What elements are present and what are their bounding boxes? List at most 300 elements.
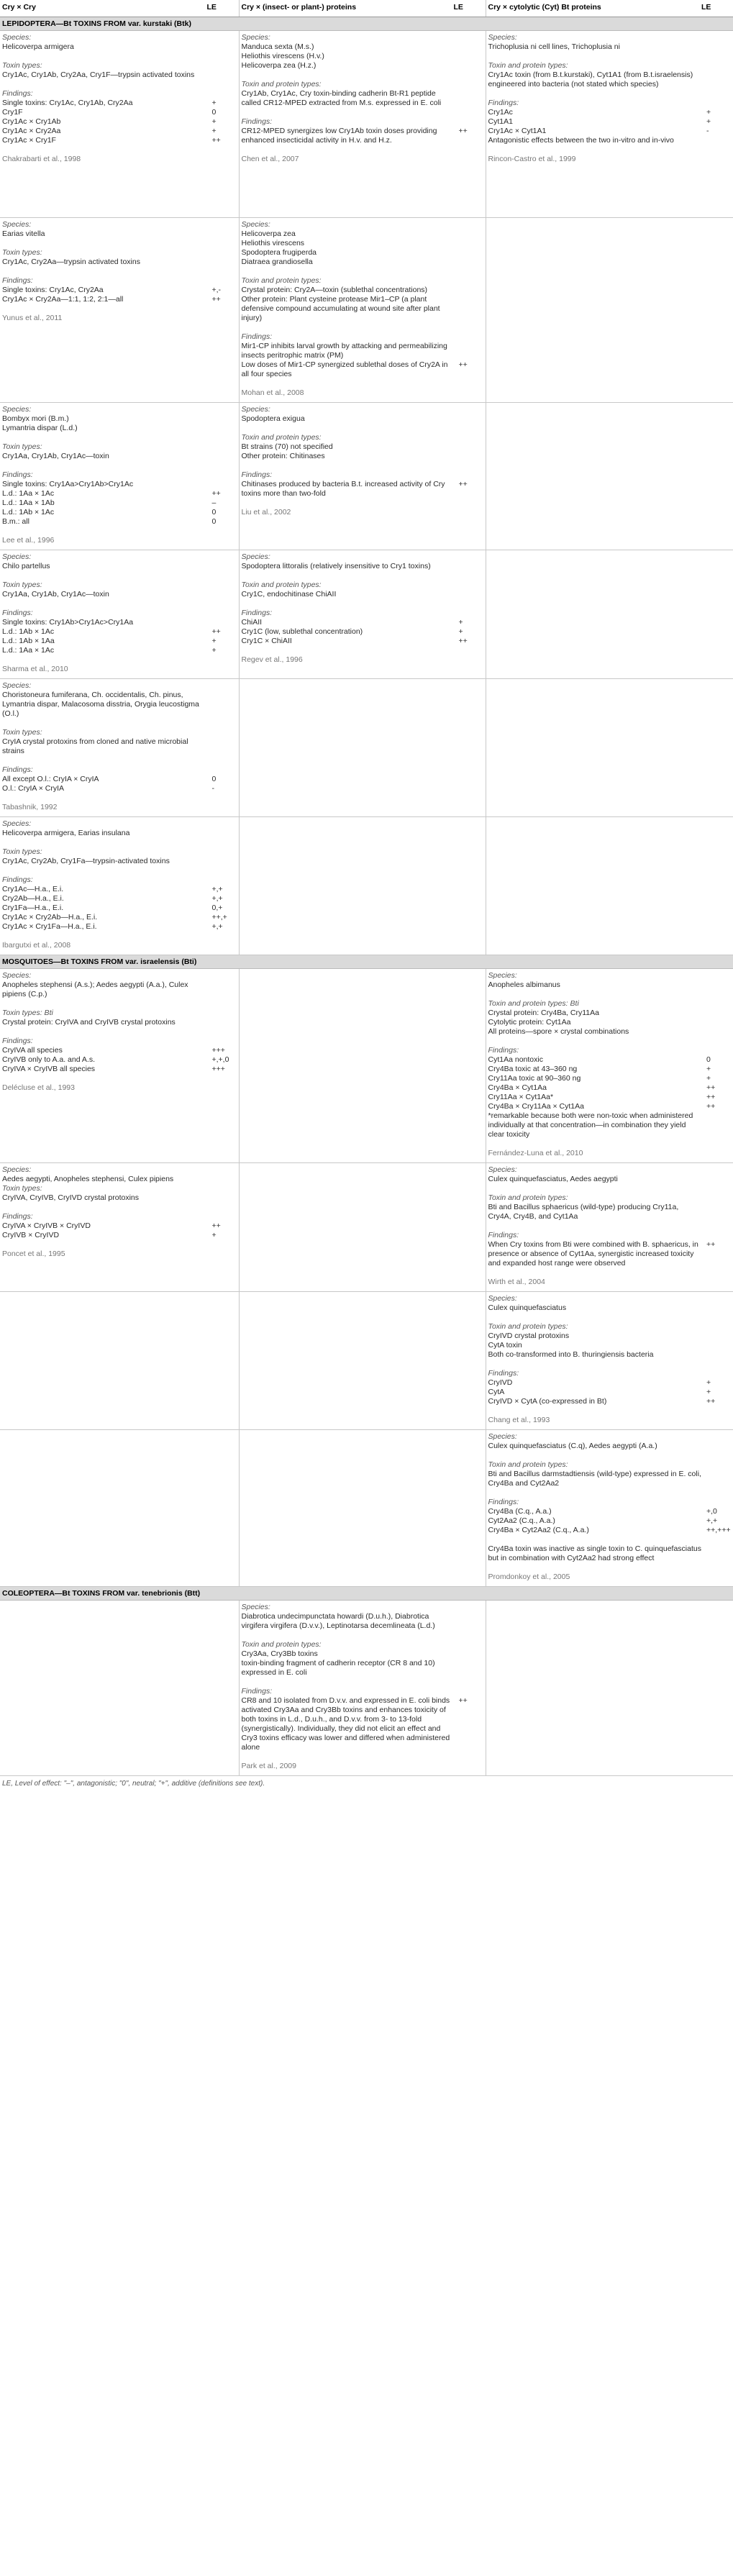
level-of-effect: +: [211, 117, 217, 126]
table-cell: [486, 218, 733, 403]
level-of-effect: +,+: [211, 922, 223, 931]
section-title: MOSQUITOES—Bt TOXINS FROM var. israelensis (Bti): [0, 955, 733, 969]
field-label: Toxin and protein types:: [241, 433, 322, 442]
level-of-effect: ++: [706, 1083, 716, 1092]
cell-text: Helicoverpa zea: [241, 229, 296, 238]
cell-text: B.m.: all: [2, 517, 29, 526]
level-of-effect: +: [706, 1074, 711, 1083]
table-cell: [486, 679, 733, 817]
level-of-effect: +: [706, 1378, 711, 1387]
cell-text: Bti and Bacillus sphaericus (wild-type) producing Cry11a, Cry4A, Cry4B, and Cyt1Aa: [488, 1203, 679, 1221]
cell-text: All proteins—spore × crystal combinations: [488, 1027, 629, 1036]
spacer: [242, 571, 454, 581]
level-of-effect: ++: [458, 360, 468, 369]
cell-text: Cry1Aa, Cry1Ab, Cry1Ac—toxin: [2, 452, 109, 460]
spacer: [242, 599, 454, 609]
table-cell: [239, 1601, 486, 1776]
spacer: [488, 1184, 702, 1193]
level-of-effect: ++: [211, 489, 221, 498]
reference: Park et al., 2009: [241, 1762, 296, 1770]
level-of-effect: +: [706, 108, 711, 117]
cell-text: Both co-transformed into B. thuringiensis bacteria: [488, 1350, 654, 1359]
level-of-effect: +,+,0: [211, 1055, 229, 1064]
spacer: [488, 1313, 702, 1322]
field-label: Findings:: [488, 1046, 519, 1055]
spacer: [242, 1752, 454, 1762]
section-title: COLEOPTERA—Bt TOXINS FROM var. tenebrionis (Btt): [0, 1587, 733, 1601]
cell-text: Cry11Aa × Cyt1Aa*: [488, 1093, 554, 1101]
field-label: Species:: [241, 405, 270, 414]
cell-text: Cry4Ba × Cry11Aa × Cyt1Aa: [488, 1102, 584, 1111]
reference: Poncet et al., 1995: [2, 1250, 65, 1258]
cell-text: Cry4Ba × Cyt2Aa2 (C.q., A.a.): [488, 1526, 589, 1534]
table-cell: [239, 679, 486, 817]
table-cell: [239, 218, 486, 403]
field-label: Species:: [2, 971, 32, 980]
cell-text: CryIVB × CryIVD: [2, 1231, 60, 1239]
cell-text: Culex quinquefasciatus: [488, 1303, 567, 1312]
spacer: [242, 1631, 454, 1640]
level-of-effect: ++: [706, 1397, 716, 1406]
cell-text: Cry1Ac × Cry2Ab—H.a., E.i.: [2, 913, 98, 921]
field-label: Toxin and protein types:: [241, 276, 322, 285]
cell-text: Helicoverpa zea (H.z.): [241, 61, 317, 70]
spacer: [2, 239, 207, 248]
cell-text: toxin-binding fragment of cadherin receptor (CR 8 and 10) expressed in E. coli: [241, 1659, 435, 1677]
cell-text: CryIVB only to A.a. and A.s.: [2, 1055, 95, 1064]
cell-text: Anopheles stephensi (A.s.); Aedes aegypti (A.a.), Culex pipiens (C.p.): [2, 980, 188, 998]
level-of-effect: +++: [211, 1046, 225, 1055]
spacer: [2, 80, 207, 89]
reference: Wirth et al., 2004: [488, 1278, 545, 1286]
cell-text: CR12-MPED synergizes low Cry1Ab toxin doses providing enhanced insecticidal activity in H.v. and H.z.: [241, 127, 437, 145]
field-label: Species:: [488, 33, 517, 42]
spacer: [488, 1221, 702, 1231]
field-label: Findings:: [2, 1037, 33, 1045]
table-cell: [239, 969, 486, 1163]
spacer: [242, 108, 454, 117]
cell-text: Cyt2Aa2 (C.q., A.a.): [488, 1516, 555, 1525]
cell-text: Cry1Ac × Cry1F: [2, 136, 56, 145]
cell-text: Cry4Ba toxic at 43–360 ng: [488, 1065, 578, 1073]
level-of-effect: -: [211, 784, 214, 793]
spacer: [2, 461, 207, 470]
cell-text: Other protein: Chitinases: [241, 452, 325, 460]
spacer: [488, 145, 702, 155]
cell-text: Spodoptera exigua: [241, 414, 305, 423]
cell-text: Earias vitella: [2, 229, 45, 238]
field-label: Findings:: [488, 1369, 519, 1378]
cell-text: Low doses of Mir1-CP synergized sublethal doses of Cry2A in all four species: [241, 360, 448, 378]
cell-text: Cytolytic protein: Cyt1Aa: [488, 1018, 571, 1027]
spacer: [242, 379, 454, 388]
spacer: [488, 1139, 702, 1149]
cell-text: Cry4Ba × Cyt1Aa: [488, 1083, 547, 1092]
header-row: [0, 0, 733, 17]
table-legend: LE, Level of effect: "–", antagonistic; "0", neutral; "+", additive (definitions see text).: [2, 1780, 265, 1788]
cell-text: L.d.: 1Ab × 1Ac: [2, 627, 55, 636]
spacer: [488, 1406, 702, 1416]
section-header: [0, 955, 733, 969]
cell-text: Cry1Ac—H.a., E.i.: [2, 885, 64, 893]
table-cell: [0, 969, 239, 1163]
field-label: Toxin and protein types:: [241, 80, 322, 88]
level-of-effect: +,-: [211, 286, 222, 294]
field-label: Toxin types:: [2, 847, 42, 856]
cell-text: Heliothis virescens: [241, 239, 305, 247]
field-label: Species:: [241, 552, 270, 561]
field-label: Findings:: [2, 89, 33, 98]
reference: Regev et al., 1996: [241, 655, 303, 664]
cell-text: Bombyx mori (B.m.): [2, 414, 69, 423]
field-label: Species:: [2, 819, 32, 828]
cell-text: Mir1-CP inhibits larval growth by attacking and permeabilizing insects peritrophic matrix (PM): [241, 342, 447, 360]
spacer: [2, 571, 207, 581]
reference: Ibargutxi et al., 2008: [2, 941, 71, 950]
table-cell: [239, 1430, 486, 1587]
spacer: [2, 304, 207, 314]
field-label: Toxin types:: [2, 248, 42, 257]
spacer: [488, 1360, 702, 1369]
field-label: Toxin and protein types:: [241, 1640, 322, 1649]
level-of-effect: +: [706, 1388, 711, 1396]
spacer: [2, 999, 207, 1009]
field-label: Findings:: [2, 276, 33, 285]
header-col3: Cry × cytolytic (Cyt) Bt proteins LE: [486, 0, 733, 17]
spacer: [488, 990, 702, 999]
cell-text: CryIVD: [488, 1378, 513, 1387]
field-label: Findings:: [241, 470, 273, 479]
table-row: [0, 550, 733, 679]
cell-text: Cry1Fa—H.a., E.i.: [2, 904, 64, 912]
table-row: [0, 31, 733, 218]
cell-text: ChiAII: [241, 618, 263, 627]
cell-text: Cry1Ac toxin (from B.t.kurstaki), Cyt1A1 (from B.t.israelensis) engineered into bacteria (not stated which species): [488, 70, 693, 88]
table-cell: [239, 817, 486, 955]
reference: Rincon-Castro et al., 1999: [488, 155, 576, 163]
cell-text: CytA: [488, 1388, 505, 1396]
spacer: [2, 655, 207, 665]
cell-text: Cry1Ac, Cry2Ab, Cry1Fa—trypsin-activated toxins: [2, 857, 170, 865]
table-row: [0, 679, 733, 817]
cell-text: Heliothis virescens (H.v.): [241, 52, 324, 60]
spacer: [2, 793, 207, 803]
level-of-effect: ++,+: [211, 913, 227, 921]
cell-text: Cry1Ac × Cry2Aa—1:1, 1:2, 2:1—all: [2, 295, 124, 304]
level-of-effect: 0,+: [211, 904, 223, 912]
reference: Tabashnik, 1992: [2, 803, 58, 811]
cell-text: Anopheles albimanus: [488, 980, 560, 989]
field-label: Findings:: [488, 1498, 519, 1506]
level-of-effect: ++: [458, 1696, 468, 1705]
cell-text: Helicoverpa armigera: [2, 42, 74, 51]
level-of-effect: +,+: [211, 885, 223, 893]
field-label: Findings:: [241, 332, 273, 341]
spacer: [2, 838, 207, 847]
cell-text: L.d.: 1Ab × 1Ac: [2, 508, 55, 516]
cell-text: Antagonistic effects between the two in-vitro and in-vivo: [488, 136, 674, 145]
spacer: [2, 599, 207, 609]
table-cell: [239, 1292, 486, 1430]
cell-text: Cry1Ac × Cry1Ab: [2, 117, 61, 126]
reference: Mohan et al., 2008: [241, 388, 304, 397]
cell-text: All except O.l.: CryIA × CryIA: [2, 775, 99, 783]
cell-text: Diatraea grandiosella: [241, 258, 313, 266]
reference: Promdonkoy et al., 2005: [488, 1573, 570, 1581]
cell-text: Cyt1Aa nontoxic: [488, 1055, 543, 1064]
field-label: Toxin and protein types:: [488, 1460, 568, 1469]
table-cell: [0, 679, 239, 817]
table-cell: [486, 1601, 733, 1776]
field-label: Species:: [2, 552, 32, 561]
cell-text: Cry1C (low, sublethal concentration): [241, 627, 363, 636]
spacer: [488, 89, 702, 99]
cell-text: Cry1Ac × Cyt1A1: [488, 127, 547, 135]
cell-text: Cry1Aa, Cry1Ab, Cry1Ac—toxin: [2, 590, 109, 599]
spacer: [2, 52, 207, 61]
table-row: [0, 1163, 733, 1292]
table-cell: [0, 218, 239, 403]
reference: Delécluse et al., 1993: [2, 1083, 75, 1092]
cell-text: Other protein: Plant cysteine protease Mir1–CP (a plant defensive compound accumulating at wound site after plant injury): [241, 295, 440, 322]
cell-text: Crystal protein: Cry4Ba, Cry11Aa: [488, 1009, 599, 1017]
level-of-effect: ++: [458, 480, 468, 488]
header-col1: Cry × Cry LE: [0, 0, 239, 17]
field-label: Species:: [2, 220, 32, 229]
level-of-effect: 0: [211, 508, 217, 516]
reference: Chakrabarti et al., 1998: [2, 155, 81, 163]
level-of-effect: +: [706, 1065, 711, 1073]
field-label: Species:: [488, 1432, 517, 1441]
cell-text: O.l.: CryIA × CryIA: [2, 784, 65, 793]
field-label: Species:: [241, 33, 270, 42]
reference: Lee et al., 1996: [2, 536, 55, 545]
spacer: [2, 1203, 207, 1212]
field-label: Toxin and protein types:: [488, 61, 568, 70]
spacer: [2, 1074, 207, 1083]
field-label: Toxin and protein types:: [488, 1322, 568, 1331]
spacer: [2, 1240, 207, 1250]
spacer: [2, 527, 207, 536]
level-of-effect: +: [211, 637, 217, 645]
field-label: Toxin types:: [2, 581, 42, 589]
cell-text: CryIVD × CytA (co-expressed in Bt): [488, 1397, 607, 1406]
level-of-effect: 0: [211, 517, 217, 526]
cell-text: Cry1Ac, Cry2Aa—trypsin activated toxins: [2, 258, 140, 266]
field-label: Toxin types:: [2, 1184, 42, 1193]
spacer: [488, 1451, 702, 1460]
level-of-effect: +: [211, 99, 217, 107]
spacer: [488, 1535, 702, 1544]
header-col2: Cry × (insect- or plant-) proteins LE: [239, 0, 486, 17]
level-of-effect: +++: [211, 1065, 225, 1073]
cell-text: Helicoverpa armigera, Earias insulana: [2, 829, 130, 837]
level-of-effect: ++: [706, 1093, 716, 1101]
cell-text: Single toxins: Cry1Aa>Cry1Ab>Cry1Ac: [2, 480, 134, 488]
table-cell: [486, 817, 733, 955]
spacer: [2, 756, 207, 765]
level-of-effect: +: [211, 127, 217, 135]
table-row: [0, 817, 733, 955]
cell-text: Single toxins: Cry1Ac, Cry2Aa: [2, 286, 104, 294]
spacer: [488, 52, 702, 61]
spacer: [242, 267, 454, 276]
spacer: [2, 866, 207, 875]
table-cell: [486, 550, 733, 679]
cell-text: Manduca sexta (M.s.): [241, 42, 314, 51]
spacer: [242, 145, 454, 155]
spacer: [488, 1037, 702, 1046]
table-cell: [239, 31, 486, 218]
table-cell: [486, 1430, 733, 1587]
section-title: LEPIDOPTERA—Bt TOXINS FROM var. kurstaki (Btk): [0, 17, 733, 31]
table-cell: [486, 969, 733, 1163]
cell-text: CryIA crystal protoxins from cloned and native microbial strains: [2, 737, 188, 755]
reference: Liu et al., 2002: [241, 508, 291, 516]
cell-text: Cry2Ab—H.a., E.i.: [2, 894, 64, 903]
level-of-effect: +: [211, 646, 217, 655]
cell-text: L.d.: 1Aa × 1Ac: [2, 646, 55, 655]
level-of-effect: +: [706, 117, 711, 126]
field-label: Species:: [488, 971, 517, 980]
table-row: [0, 403, 733, 550]
cell-text: Spodoptera frugiperda: [241, 248, 317, 257]
spacer: [488, 1268, 702, 1278]
field-label: Toxin types:: [2, 61, 42, 70]
reference: Yunus et al., 2011: [2, 314, 63, 322]
field-label: Toxin types:: [2, 442, 42, 451]
level-of-effect: 0: [211, 108, 217, 117]
spacer: [242, 424, 454, 433]
field-label: Species:: [488, 1294, 517, 1303]
field-label: Findings:: [488, 1231, 519, 1239]
cell-text: Trichoplusia ni cell lines, Trichoplusia ni: [488, 42, 620, 51]
spacer: [2, 932, 207, 941]
spacer: [242, 499, 454, 508]
reference: Fernández-Luna et al., 2010: [488, 1149, 583, 1157]
cell-text: Cry11Aa toxic at 90–360 ng: [488, 1074, 581, 1083]
table-cell: [486, 1292, 733, 1430]
table-cell: [239, 1163, 486, 1292]
table-cell: [0, 403, 239, 550]
field-label: Toxin types: Bti: [2, 1009, 53, 1017]
cell-text: Chitinases produced by bacteria B.t. increased activity of Cry toxins more than two-fold: [241, 480, 445, 498]
level-of-effect: +: [458, 618, 463, 627]
field-label: Findings:: [2, 609, 33, 617]
spacer: [2, 145, 207, 155]
table-cell: [0, 1601, 239, 1776]
level-of-effect: 0: [706, 1055, 711, 1064]
section-header: [0, 1587, 733, 1601]
field-label: Toxin and protein types:: [488, 1193, 568, 1202]
cell-text: Culex quinquefasciatus (C.q), Aedes aegypti (A.a.): [488, 1442, 657, 1450]
cell-text: When Cry toxins from Bti were combined with B. sphaericus, in presence or absence of Cyt1Aa, synergistic increased toxicity and expanded host range were observed: [488, 1240, 698, 1267]
field-label: Species:: [2, 405, 32, 414]
table-cell: [239, 403, 486, 550]
field-label: Findings:: [241, 609, 273, 617]
cell-text: Cry1Ac × Cry2Aa: [2, 127, 61, 135]
level-of-effect: ++: [211, 627, 221, 636]
spacer: [2, 267, 207, 276]
field-label: Findings:: [488, 99, 519, 107]
level-of-effect: ++,+++: [706, 1526, 731, 1534]
table-cell: [0, 1430, 239, 1587]
cell-text: Cry1Ac: [488, 108, 513, 117]
cell-text: Crystal protein: Cry2A—toxin (sublethal concentrations): [241, 286, 428, 294]
cell-text: CryIVA × CryIVB all species: [2, 1065, 96, 1073]
field-label: Findings:: [2, 875, 33, 884]
level-of-effect: +: [211, 1231, 217, 1239]
field-label: Species:: [2, 33, 32, 42]
field-label: Species:: [2, 681, 32, 690]
cell-text: Cry1Ac, Cry1Ab, Cry2Aa, Cry1F—trypsin activated toxins: [2, 70, 195, 79]
cell-text: CryIVA all species: [2, 1046, 63, 1055]
table-row: [0, 1601, 733, 1776]
level-of-effect: ++: [211, 295, 221, 304]
table-cell: [0, 1163, 239, 1292]
field-label: Findings:: [241, 117, 273, 126]
table-cell: [0, 817, 239, 955]
spacer: [242, 1678, 454, 1687]
table-cell: [0, 31, 239, 218]
table-cell: [0, 550, 239, 679]
cell-text: Aedes aegypti, Anopheles stephensi, Culex pipiens: [2, 1175, 174, 1183]
table-row: [0, 1430, 733, 1587]
section-header: [0, 17, 733, 31]
field-label: Species:: [2, 1165, 32, 1174]
cell-text: Chilo partellus: [2, 562, 50, 570]
level-of-effect: ++: [706, 1240, 716, 1249]
field-label: Toxin types:: [2, 728, 42, 737]
cell-text: L.d.: 1Aa × 1Ac: [2, 489, 55, 498]
cell-text: Cry1Ac × Cry1Fa—H.a., E.i.: [2, 922, 97, 931]
cell-text: Culex quinquefasciatus, Aedes aegypti: [488, 1175, 618, 1183]
level-of-effect: –: [211, 499, 217, 507]
level-of-effect: +,+: [706, 1516, 718, 1525]
cell-text: Cry3Aa, Cry3Bb toxins: [241, 1649, 318, 1658]
spacer: [242, 70, 454, 80]
field-label: Findings:: [2, 1212, 33, 1221]
spacer: [2, 433, 207, 442]
cell-text: Single toxins: Cry1Ac, Cry1Ab, Cry2Aa: [2, 99, 133, 107]
cell-text: Cry1Ab, Cry1Ac, Cry toxin-binding cadherin Bt-R1 peptide called CR12-MPED extracted from M.s. expressed in E. coli: [241, 89, 442, 107]
cell-text: Cry1C, endochitinase ChiAII: [241, 590, 337, 599]
cell-text: Diabrotica undecimpunctata howardi (D.u.h.), Diabrotica virgifera virgifera (D.v.v.), Leptinotarsa decemlineata (L.d.): [241, 1612, 435, 1630]
cell-text: *remarkable because both were non-toxic when administered individually at that concentration—in combination they yield clear toxicity: [488, 1111, 693, 1139]
table-row: [0, 1292, 733, 1430]
spacer: [242, 461, 454, 470]
cell-text: Bt strains (70) not specified: [241, 442, 333, 451]
reference: Sharma et al., 2010: [2, 665, 68, 673]
level-of-effect: ++: [458, 637, 468, 645]
spacer: [2, 1027, 207, 1037]
cell-text: Lymantria dispar (L.d.): [2, 424, 78, 432]
cell-text: Cry1F: [2, 108, 23, 117]
cell-text: Cry4Ba (C.q., A.a.): [488, 1507, 552, 1516]
field-label: Species:: [488, 1165, 517, 1174]
cell-text: CR8 and 10 isolated from D.v.v. and expressed in E. coli binds activated Cry3Aa and Cry3Bb toxins and enhances toxicity of both toxins in L.d., D.u.h., and D.v.v. from 3- to 13-fold (synergistically). Individually, they did not elicit an effect and Cry3 toxins efficacy was lower and differed when administered alone: [241, 1696, 450, 1752]
cell-text: Spodoptera littoralis (relatively insensitive to Cry1 toxins): [241, 562, 431, 570]
cell-text: CytA toxin: [488, 1341, 522, 1350]
reference: Chen et al., 2007: [241, 155, 299, 163]
table-row: [0, 969, 733, 1163]
cell-text: L.d.: 1Ab × 1Aa: [2, 637, 55, 645]
cell-text: CryIVD crystal protoxins: [488, 1332, 570, 1340]
cell-text: L.d.: 1Aa × 1Ab: [2, 499, 55, 507]
field-label: Toxin and protein types:: [241, 581, 322, 589]
field-label: Species:: [241, 220, 270, 229]
level-of-effect: -: [706, 127, 709, 135]
